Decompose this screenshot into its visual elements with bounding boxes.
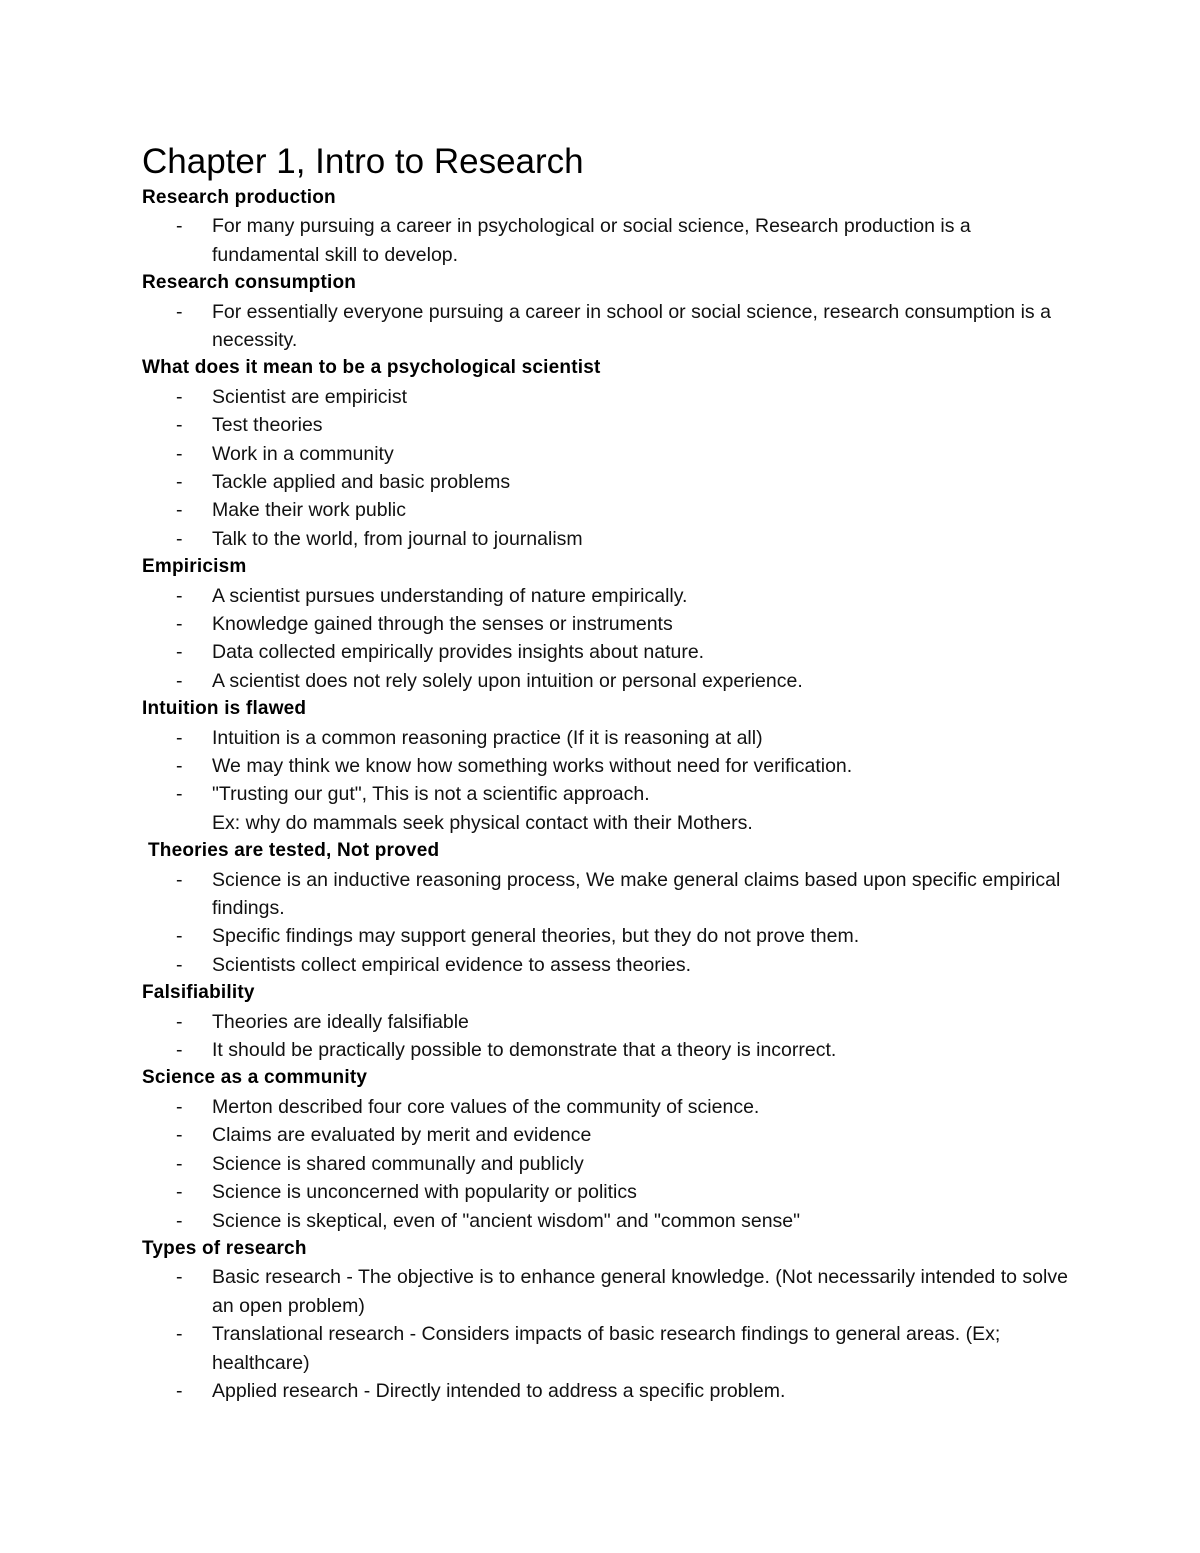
list-item [142, 1121, 1082, 1149]
bullet-list [142, 212, 1082, 269]
list-item-text: Science is an inductive reasoning process, We make general claims based upon specific empirical findings. [212, 868, 1061, 920]
list-item [142, 1207, 1082, 1235]
list-item-text: Claims are evaluated by merit and evidence [212, 1124, 592, 1147]
dash-bullet: - [176, 925, 183, 948]
section-science-community [142, 1064, 1082, 1234]
bullet-list [142, 1263, 1082, 1405]
list-item-text: For essentially everyone pursuing a career in school or social science, research consumption is a necessity. [212, 300, 1051, 351]
list-item [142, 1093, 1082, 1121]
section-heading: Empiricism [142, 556, 247, 578]
section-research-production [142, 184, 1082, 269]
list-item [142, 951, 1082, 979]
list-item-text: It should be practically possible to demonstrate that a theory is incorrect. [212, 1039, 837, 1062]
list-item [142, 1263, 1082, 1320]
bullet-list [142, 582, 1082, 696]
list-item [142, 724, 1082, 752]
list-item-text: Applied research - Directly intended to address a specific problem. [212, 1379, 786, 1402]
section-intuition-flawed [142, 695, 1082, 837]
dash-bullet: - [176, 300, 183, 323]
list-item-text: Tackle applied and basic problems [212, 471, 511, 494]
dash-bullet: - [176, 1152, 183, 1175]
dash-bullet: - [176, 527, 183, 550]
list-item [142, 298, 1082, 355]
dash-bullet: - [176, 868, 183, 891]
bullet-list [142, 383, 1082, 553]
bullet-list [142, 1008, 1082, 1065]
bullet-list [142, 724, 1082, 838]
list-item-text: Merton described four core values of the community of science. [212, 1095, 760, 1118]
bullet-list [142, 866, 1082, 980]
list-item [142, 411, 1082, 439]
list-item [142, 1377, 1082, 1405]
section-research-consumption [142, 269, 1082, 354]
dash-bullet: - [176, 1039, 183, 1062]
list-item-text: Scientist are empiricist [212, 385, 408, 408]
section-heading: Theories are tested, Not proved [148, 840, 440, 862]
list-item [142, 1150, 1082, 1178]
section-theories-tested [142, 837, 1082, 979]
dash-bullet: - [176, 1124, 183, 1147]
section-heading: Research production [142, 187, 336, 208]
list-item [142, 866, 1082, 923]
list-item-continuation [142, 809, 1082, 837]
dash-bullet: - [176, 1095, 183, 1118]
list-item-text: Work in a community [212, 442, 394, 465]
dash-bullet: - [176, 1266, 183, 1289]
list-item [142, 1320, 1082, 1377]
list-item [142, 525, 1082, 553]
list-item [142, 638, 1082, 666]
section-heading: Science as a community [142, 1067, 368, 1089]
section-types-of-research [142, 1235, 1082, 1405]
list-item-text: Basic research - The objective is to enhance general knowledge. (Not necessarily intended to solve an open problem) [212, 1266, 1068, 1317]
list-item-text: Ex: why do mammals seek physical contact with their Mothers. [212, 811, 753, 834]
list-item-text: Science is unconcerned with popularity or politics [212, 1181, 637, 1204]
dash-bullet: - [176, 499, 183, 522]
dash-bullet: - [176, 953, 183, 976]
section-heading: Types of research [142, 1237, 307, 1259]
list-item [142, 610, 1082, 638]
list-item [142, 667, 1082, 695]
dash-bullet: - [176, 1209, 183, 1232]
list-item [142, 212, 1082, 269]
list-item-text: Test theories [212, 414, 323, 437]
list-item-text: Translational research - Considers impacts of basic research findings to general areas. (Ex; healthcare) [212, 1323, 1001, 1374]
dash-bullet: - [176, 669, 183, 692]
list-item-text: Specific findings may support general theories, but they do not prove them. [212, 925, 860, 948]
list-item-text: "Trusting our gut", This is not a scientific approach. [212, 783, 650, 806]
dash-bullet: - [176, 584, 183, 607]
list-item-text: Talk to the world, from journal to journalism [212, 527, 583, 550]
list-item-text: Scientists collect empirical evidence to assess theories. [212, 953, 692, 976]
dash-bullet: - [176, 215, 183, 238]
list-item-text: A scientist pursues understanding of nature empirically. [212, 584, 688, 607]
dash-bullet: - [176, 442, 183, 465]
dash-bullet: - [176, 1010, 183, 1033]
dash-bullet: - [176, 783, 183, 806]
dash-bullet: - [176, 641, 183, 664]
list-item [142, 1178, 1082, 1206]
list-item [142, 1036, 1082, 1064]
section-heading: Intuition is flawed [142, 698, 307, 720]
list-item [142, 780, 1082, 808]
list-item-text: Knowledge gained through the senses or instruments [212, 613, 673, 636]
list-item-text: Science is skeptical, even of "ancient wisdom" and "common sense" [212, 1209, 801, 1232]
list-item-text: Data collected empirically provides insights about nature. [212, 641, 705, 664]
dash-bullet: - [176, 726, 183, 749]
list-item [142, 922, 1082, 950]
dash-bullet: - [176, 613, 183, 636]
list-item-text: Science is shared communally and publicly [212, 1152, 584, 1175]
dash-bullet: - [176, 1181, 183, 1204]
list-item [142, 752, 1082, 780]
list-item-text: We may think we know how something works without need for verification. [212, 755, 853, 778]
dash-bullet: - [176, 385, 183, 408]
section-empiricism [142, 553, 1082, 695]
dash-bullet: - [176, 1323, 183, 1346]
section-heading: What does it mean to be a psychological scientist [142, 357, 601, 379]
section-psychological-scientist [142, 354, 1082, 553]
list-item [142, 383, 1082, 411]
dash-bullet: - [176, 1379, 183, 1402]
list-item-text: Make their work public [212, 499, 406, 522]
document-title: Chapter 1, Intro to Research [142, 142, 584, 181]
list-item [142, 1008, 1082, 1036]
section-falsifiability [142, 979, 1082, 1064]
document-page [142, 140, 1082, 1405]
list-item-text: A scientist does not rely solely upon intuition or personal experience. [212, 669, 803, 692]
bullet-list [142, 1093, 1082, 1235]
dash-bullet: - [176, 471, 183, 494]
bullet-list [142, 298, 1082, 355]
section-heading: Research consumption [142, 272, 357, 294]
list-item-text: For many pursuing a career in psychological or social science, Research production is a fundamental skill to develop. [212, 215, 971, 266]
list-item-text: Theories are ideally falsifiable [212, 1010, 469, 1033]
list-item [142, 582, 1082, 610]
section-heading: Falsifiability [142, 982, 255, 1004]
dash-bullet: - [176, 755, 183, 778]
dash-bullet: - [176, 414, 183, 437]
list-item [142, 496, 1082, 524]
list-item [142, 440, 1082, 468]
list-item [142, 468, 1082, 496]
list-item-text: Intuition is a common reasoning practice (If it is reasoning at all) [212, 726, 763, 749]
